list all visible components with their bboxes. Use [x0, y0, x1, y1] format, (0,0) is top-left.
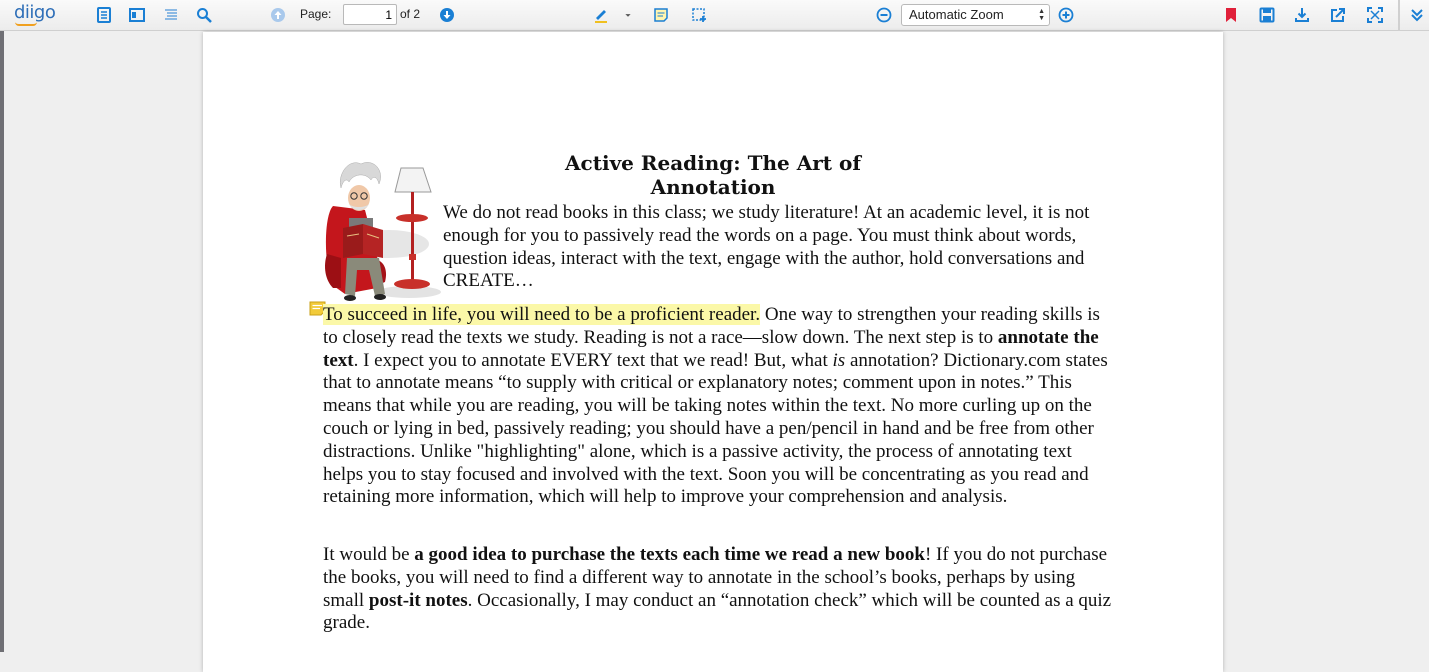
- page-label: Page:: [300, 7, 332, 21]
- download-icon[interactable]: [1293, 6, 1311, 24]
- page-total: of 2: [400, 7, 421, 21]
- highlighted-sentence[interactable]: To succeed in life, you will need to be a proficient reader.: [323, 304, 761, 325]
- bookmark-icon[interactable]: [1222, 6, 1240, 24]
- paragraph-text: It would be: [323, 544, 415, 565]
- pdf-page: [203, 32, 1223, 672]
- zoom-select-value: Automatic Zoom: [909, 7, 1004, 22]
- zoom-in-icon[interactable]: [1057, 6, 1075, 24]
- zoom-select[interactable]: [901, 4, 1050, 26]
- select-arrows-icon: ▲ ▼: [1038, 8, 1045, 22]
- logo-swoosh: [15, 22, 37, 26]
- diigo-logo[interactable]: diigo: [14, 2, 56, 23]
- paragraph-text: One way to strengthen your reading skills is to closely read the texts we study. Reading is not a race—slow down. The next step is to: [323, 304, 1100, 348]
- previous-page-icon[interactable]: [269, 6, 287, 24]
- search-icon[interactable]: [195, 6, 213, 24]
- fullscreen-icon[interactable]: [1366, 6, 1384, 24]
- outline-icon[interactable]: [162, 6, 180, 24]
- bold-text: post-it notes: [368, 589, 468, 611]
- reading-professor-clipart: [319, 154, 451, 304]
- save-icon[interactable]: [1258, 6, 1276, 24]
- paragraph-text: ! If you do not purchase the books, you will need to find a different way to annotate in the school’s books, perhaps by using small: [323, 544, 1108, 611]
- sticky-note-icon[interactable]: [652, 6, 670, 24]
- paragraph-text: . Occasionally, I may conduct an “annotation check” which will be counted as a quiz grade.: [323, 589, 1112, 634]
- document-title: Active Reading: The Art of Annotation: [565, 151, 861, 199]
- highlighter-icon[interactable]: [592, 6, 610, 24]
- window-edge: [0, 31, 4, 652]
- bold-text: a good idea to purchase the texts each time we read a new book: [414, 544, 925, 565]
- more-icon[interactable]: [1408, 6, 1426, 24]
- page-number-input[interactable]: [343, 4, 397, 25]
- sidebar-toggle-icon[interactable]: [95, 6, 113, 24]
- purchase-paragraph: [323, 544, 1113, 635]
- intro-paragraph: We do not read books in this class; we study literature! At an academic level, it is not enough for you to passively read the words on a page. You must think about words, question ideas, interact with the text, engage with the author, hold conversations and CREATE…: [443, 202, 1090, 292]
- next-page-icon[interactable]: [438, 6, 456, 24]
- zoom-out-icon[interactable]: [875, 6, 893, 24]
- bold-text: annotate the text: [323, 326, 1099, 371]
- chevron-down-icon[interactable]: [621, 6, 635, 24]
- thumbnail-icon[interactable]: [128, 6, 146, 24]
- toolbar-divider: [1398, 0, 1400, 31]
- paragraph-text: . I expect you to annotate EVERY text that we read! But, what: [353, 349, 833, 371]
- annotation-paragraph: [323, 304, 1113, 509]
- pdf-toolbar: [0, 0, 1429, 31]
- paragraph-text: annotation? Dictionary.com states that to annotate means “to supply with critical or explanatory notes; comment upon in notes.” This means that while you are reading, you will be taking notes within the text. No more curling up on the couch or lying in bed, passively reading; you should have a pen/pencil in hand and be free from other distractions. Unlike "highlighting" alone, which is a passive activity, the process of annotating text helps you to stay focused and involved with the text. Soon you will be concentrating as you read and retaining more information, which will help to improve your comprehension and analysis.: [323, 349, 1108, 508]
- italic-text: is: [832, 349, 846, 371]
- share-icon[interactable]: [1329, 6, 1347, 24]
- area-select-icon[interactable]: [690, 6, 708, 24]
